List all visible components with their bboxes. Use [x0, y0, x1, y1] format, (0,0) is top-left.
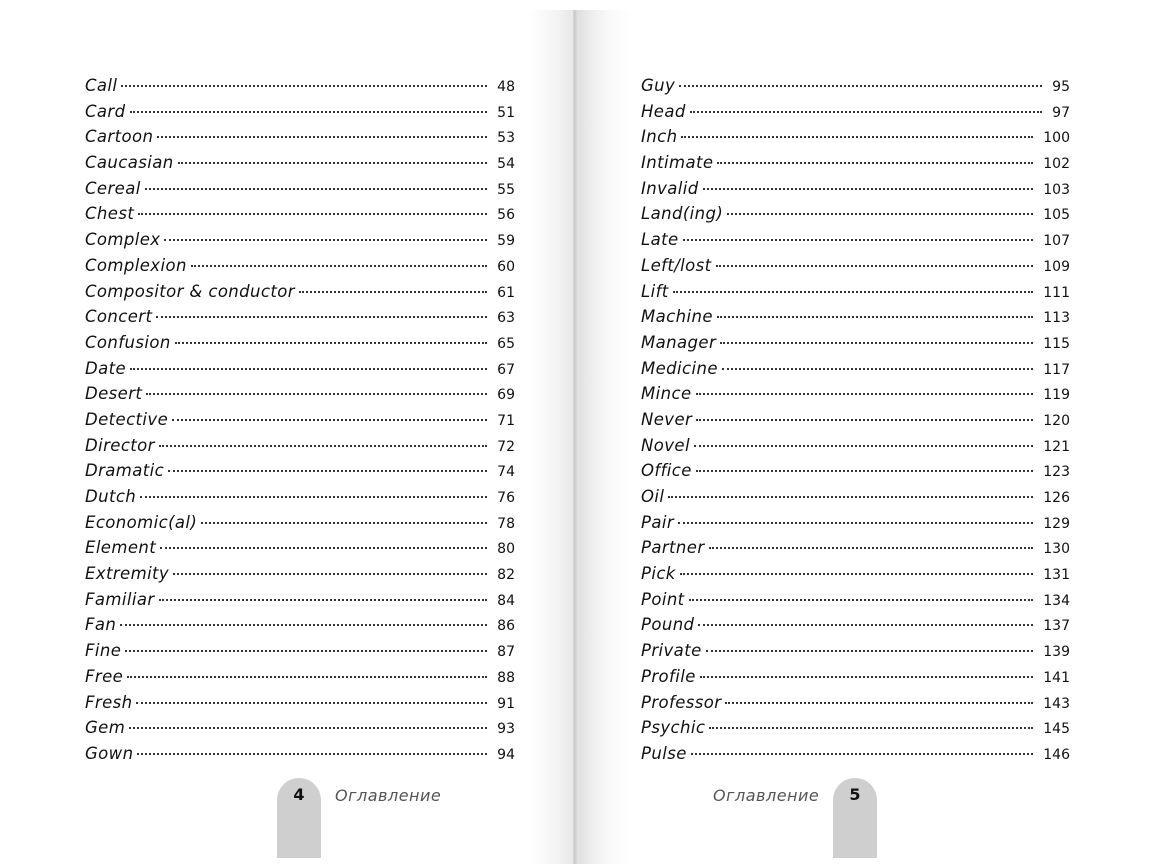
toc-dot-leader [137, 753, 487, 755]
toc-entry-term: Fine [85, 641, 122, 661]
toc-entry-page: 74 [497, 464, 515, 481]
toc-entry-term: Inch [641, 127, 678, 147]
toc-dot-leader [694, 445, 1033, 447]
toc-entry-term: Novel [641, 435, 690, 455]
toc-entry [85, 615, 515, 641]
toc-entry-page: 65 [497, 335, 515, 352]
toc-entry [641, 615, 1070, 641]
toc-entry-term: Lift [641, 281, 669, 301]
toc-entry-page: 113 [1043, 310, 1070, 327]
toc-entry-page: 59 [497, 233, 515, 250]
toc-dot-leader [681, 136, 1033, 138]
toc-entry [85, 282, 515, 308]
toc-entry [85, 487, 515, 513]
toc-dot-leader [690, 111, 1042, 113]
toc-dot-leader [168, 470, 487, 472]
toc-entry-page: 107 [1043, 233, 1070, 250]
toc-entry [85, 127, 515, 153]
toc-entry [641, 538, 1070, 564]
toc-entry [641, 282, 1070, 308]
toc-entry-term: Element [85, 538, 157, 558]
toc-entry-page: 102 [1043, 156, 1070, 173]
toc-entry [641, 744, 1070, 770]
toc-entry [85, 436, 515, 462]
toc-entry [641, 667, 1070, 693]
toc-entry-page: 123 [1043, 464, 1070, 481]
toc-entry [85, 590, 515, 616]
toc-entry-page: 94 [497, 746, 515, 763]
toc-entry-page: 56 [497, 207, 515, 224]
toc-dot-leader [709, 727, 1033, 729]
toc-entry-page: 48 [497, 79, 515, 95]
toc-entry-term: Cereal [85, 178, 141, 198]
toc-entry-page: 51 [497, 104, 515, 121]
toc-dot-leader [130, 111, 488, 113]
toc-entry-term: Free [85, 666, 124, 686]
toc-entry-page: 76 [497, 490, 515, 506]
toc-entry [85, 76, 515, 102]
toc-entry [641, 359, 1070, 385]
toc-entry-term: Call [85, 76, 118, 95]
toc-entry [641, 410, 1070, 436]
page-number-left: 4 [293, 785, 305, 804]
toc-entry-term: Land(ing) [641, 204, 724, 224]
toc-dot-leader [138, 213, 487, 215]
toc-entry-page: 109 [1043, 258, 1070, 275]
toc-entry-term: Dramatic [85, 461, 165, 481]
toc-entry-page: 131 [1043, 567, 1070, 584]
toc-entry [85, 359, 515, 385]
toc-dot-leader [299, 291, 487, 293]
toc-entry-page: 117 [1043, 361, 1070, 378]
toc-dot-leader [145, 188, 487, 190]
toc-entry-term: Manager [641, 332, 717, 352]
toc-entry [85, 693, 515, 719]
toc-entry-page: 146 [1043, 746, 1070, 763]
toc-entry-page: 72 [497, 438, 515, 455]
toc-entry [641, 230, 1070, 256]
toc-entry [641, 693, 1070, 719]
toc-dot-leader [146, 393, 487, 395]
toc-entry-page: 143 [1043, 695, 1070, 712]
toc-entry-page: 134 [1043, 592, 1070, 609]
toc-entry-page: 111 [1043, 284, 1070, 301]
toc-dot-leader [121, 85, 487, 87]
toc-entry-page: 139 [1043, 644, 1070, 661]
toc-dot-leader [191, 265, 487, 267]
toc-dot-leader [706, 650, 1034, 652]
toc-entry-term: Psychic [641, 718, 706, 738]
toc-dot-leader [164, 239, 487, 241]
toc-entry-page: 80 [497, 541, 515, 558]
toc-entry-term: Pulse [641, 743, 687, 763]
toc-dot-leader [698, 624, 1033, 626]
toc-dot-leader [120, 624, 487, 626]
running-title-right: Оглавление [713, 786, 820, 805]
toc-entry [641, 76, 1070, 102]
toc-entry [641, 256, 1070, 282]
toc-entry-term: Partner [641, 538, 705, 558]
toc-dot-leader [157, 136, 487, 138]
toc-dot-leader [722, 368, 1033, 370]
toc-entry-term: Caucasian [85, 153, 174, 173]
toc-entry-page: 126 [1043, 490, 1070, 506]
toc-entry-term: Oil [641, 487, 665, 506]
toc-entry [85, 307, 515, 333]
toc-entry [85, 718, 515, 744]
toc-dot-leader [159, 445, 487, 447]
toc-entry [85, 744, 515, 770]
toc-entry [641, 153, 1070, 179]
toc-entry [85, 256, 515, 282]
toc-entry [641, 127, 1070, 153]
toc-entry [85, 513, 515, 539]
toc-entry-page: 137 [1043, 618, 1070, 635]
toc-entry-term: Head [641, 101, 686, 121]
toc-entry-term: Private [641, 641, 702, 661]
toc-entry [641, 718, 1070, 744]
toc-entry-page: 67 [497, 361, 515, 378]
toc-entry [85, 564, 515, 590]
toc-dot-leader [130, 368, 487, 370]
toc-entry-term: Pick [641, 564, 676, 584]
toc-entry-term: Invalid [641, 178, 699, 198]
running-title-left: Оглавление [335, 786, 442, 805]
toc-entry-page: 87 [497, 644, 515, 661]
toc-entry [641, 384, 1070, 410]
toc-entry-term: Economic(al) [85, 512, 198, 532]
toc-dot-leader [140, 496, 487, 498]
toc-entry-term: Date [85, 358, 127, 378]
toc-dot-leader [175, 342, 487, 344]
toc-entry-page: 120 [1043, 412, 1070, 429]
toc-entry-page: 141 [1043, 669, 1070, 686]
toc-entry-page: 130 [1043, 541, 1070, 558]
toc-entry-page: 55 [497, 181, 515, 198]
toc-dot-leader [716, 265, 1034, 267]
toc-entry [641, 102, 1070, 128]
toc-entry-page: 54 [497, 156, 515, 173]
toc-entry-page: 60 [497, 258, 515, 275]
toc-entry-term: Desert [85, 384, 143, 404]
toc-dot-leader [717, 162, 1033, 164]
toc-dot-leader [709, 547, 1034, 549]
toc-entry-term: Gown [85, 743, 134, 763]
toc-dot-leader [127, 676, 487, 678]
toc-entry-page: 82 [497, 567, 515, 584]
toc-entry [641, 333, 1070, 359]
toc-dot-leader [727, 213, 1033, 215]
toc-entry [85, 410, 515, 436]
toc-dot-leader [725, 702, 1033, 704]
toc-entry-term: Mince [641, 384, 692, 404]
toc-entry-term: Compositor & conductor [85, 281, 295, 301]
toc-entry [85, 461, 515, 487]
toc-entry [641, 590, 1070, 616]
toc-entry-term: Never [641, 409, 693, 429]
toc-entry-term: Point [641, 589, 685, 609]
toc-entry-page: 61 [497, 284, 515, 301]
toc-dot-leader [136, 702, 487, 704]
toc-entry-term: Pair [641, 512, 675, 532]
toc-entry [641, 641, 1070, 667]
toc-entry [85, 204, 515, 230]
toc-entry [85, 153, 515, 179]
toc-entry-page: 119 [1043, 387, 1070, 404]
toc-entry-page: 103 [1043, 181, 1070, 198]
toc-entry [85, 384, 515, 410]
toc-entry-page: 115 [1043, 335, 1070, 352]
toc-dot-leader [201, 522, 487, 524]
toc-entry-page: 145 [1043, 721, 1070, 738]
toc-entry-term: Intimate [641, 153, 714, 173]
toc-entry-page: 93 [497, 721, 515, 738]
toc-entry-term: Extremity [85, 564, 170, 584]
toc-entry-term: Chest [85, 204, 135, 224]
toc-entry-page: 105 [1043, 207, 1070, 224]
toc-entry-page: 91 [497, 695, 515, 712]
toc-entry [85, 667, 515, 693]
toc-dot-leader [703, 188, 1034, 190]
page-number-right: 5 [849, 785, 861, 804]
toc-dot-leader [691, 753, 1034, 755]
toc-entry-term: Concert [85, 307, 153, 327]
toc-dot-leader [159, 599, 488, 601]
toc-entry-term: Complexion [85, 255, 187, 275]
toc-entry [641, 487, 1070, 513]
toc-entry-page: 97 [1052, 104, 1070, 121]
toc-dot-leader [160, 547, 487, 549]
toc-entry-term: Profile [641, 666, 696, 686]
toc-list-left [85, 76, 515, 770]
toc-list-right [641, 76, 1070, 770]
toc-entry-term: Office [641, 461, 692, 481]
toc-dot-leader [172, 419, 487, 421]
toc-dot-leader [683, 239, 1034, 241]
toc-entry-term: Left/lost [641, 255, 712, 275]
toc-dot-leader [129, 727, 487, 729]
toc-dot-leader [700, 676, 1034, 678]
toc-entry-term: Fresh [85, 692, 133, 712]
toc-entry [85, 641, 515, 667]
toc-entry [641, 461, 1070, 487]
toc-entry-page: 84 [497, 592, 515, 609]
toc-dot-leader [178, 162, 488, 164]
toc-entry-page: 121 [1043, 438, 1070, 455]
toc-dot-leader [689, 599, 1034, 601]
toc-entry [641, 513, 1070, 539]
toc-entry [641, 436, 1070, 462]
toc-dot-leader [156, 316, 487, 318]
toc-dot-leader [673, 291, 1034, 293]
toc-dot-leader [173, 573, 487, 575]
book-gutter [573, 10, 577, 864]
toc-entry-page: 53 [497, 130, 515, 147]
toc-entry-page: 63 [497, 310, 515, 327]
toc-entry-term: Professor [641, 692, 722, 712]
toc-entry-term: Confusion [85, 332, 171, 352]
toc-entry [85, 230, 515, 256]
toc-entry-term: Dutch [85, 487, 137, 506]
toc-entry-page: 78 [497, 515, 515, 532]
toc-entry-term: Medicine [641, 358, 718, 378]
toc-entry-term: Cartoon [85, 127, 154, 147]
toc-entry-term: Familiar [85, 589, 155, 609]
toc-entry-term: Pound [641, 615, 695, 635]
toc-entry [641, 564, 1070, 590]
toc-dot-leader [696, 393, 1034, 395]
toc-entry-page: 95 [1052, 79, 1070, 95]
toc-dot-leader [696, 419, 1033, 421]
toc-entry [85, 179, 515, 205]
toc-dot-leader [678, 522, 1033, 524]
toc-entry-page: 71 [497, 412, 515, 429]
toc-entry [641, 307, 1070, 333]
toc-entry-term: Guy [641, 76, 676, 95]
toc-entry-page: 86 [497, 618, 515, 635]
toc-entry-page: 69 [497, 387, 515, 404]
toc-entry [641, 179, 1070, 205]
toc-dot-leader [680, 573, 1034, 575]
toc-entry [85, 102, 515, 128]
toc-dot-leader [717, 316, 1033, 318]
toc-entry [85, 538, 515, 564]
toc-entry-term: Director [85, 435, 155, 455]
toc-entry-term: Card [85, 101, 126, 121]
toc-entry-term: Machine [641, 307, 713, 327]
toc-dot-leader [696, 470, 1033, 472]
toc-entry-term: Complex [85, 230, 161, 250]
toc-entry-term: Gem [85, 718, 126, 738]
toc-entry-page: 129 [1043, 515, 1070, 532]
toc-dot-leader [668, 496, 1033, 498]
toc-dot-leader [720, 342, 1033, 344]
toc-entry-page: 88 [497, 669, 515, 686]
toc-entry [85, 333, 515, 359]
toc-entry-term: Late [641, 230, 679, 250]
toc-dot-leader [125, 650, 487, 652]
toc-entry-term: Detective [85, 409, 169, 429]
toc-dot-leader [679, 85, 1042, 87]
toc-entry [641, 204, 1070, 230]
toc-entry-page: 100 [1043, 130, 1070, 147]
toc-entry-term: Fan [85, 615, 117, 635]
